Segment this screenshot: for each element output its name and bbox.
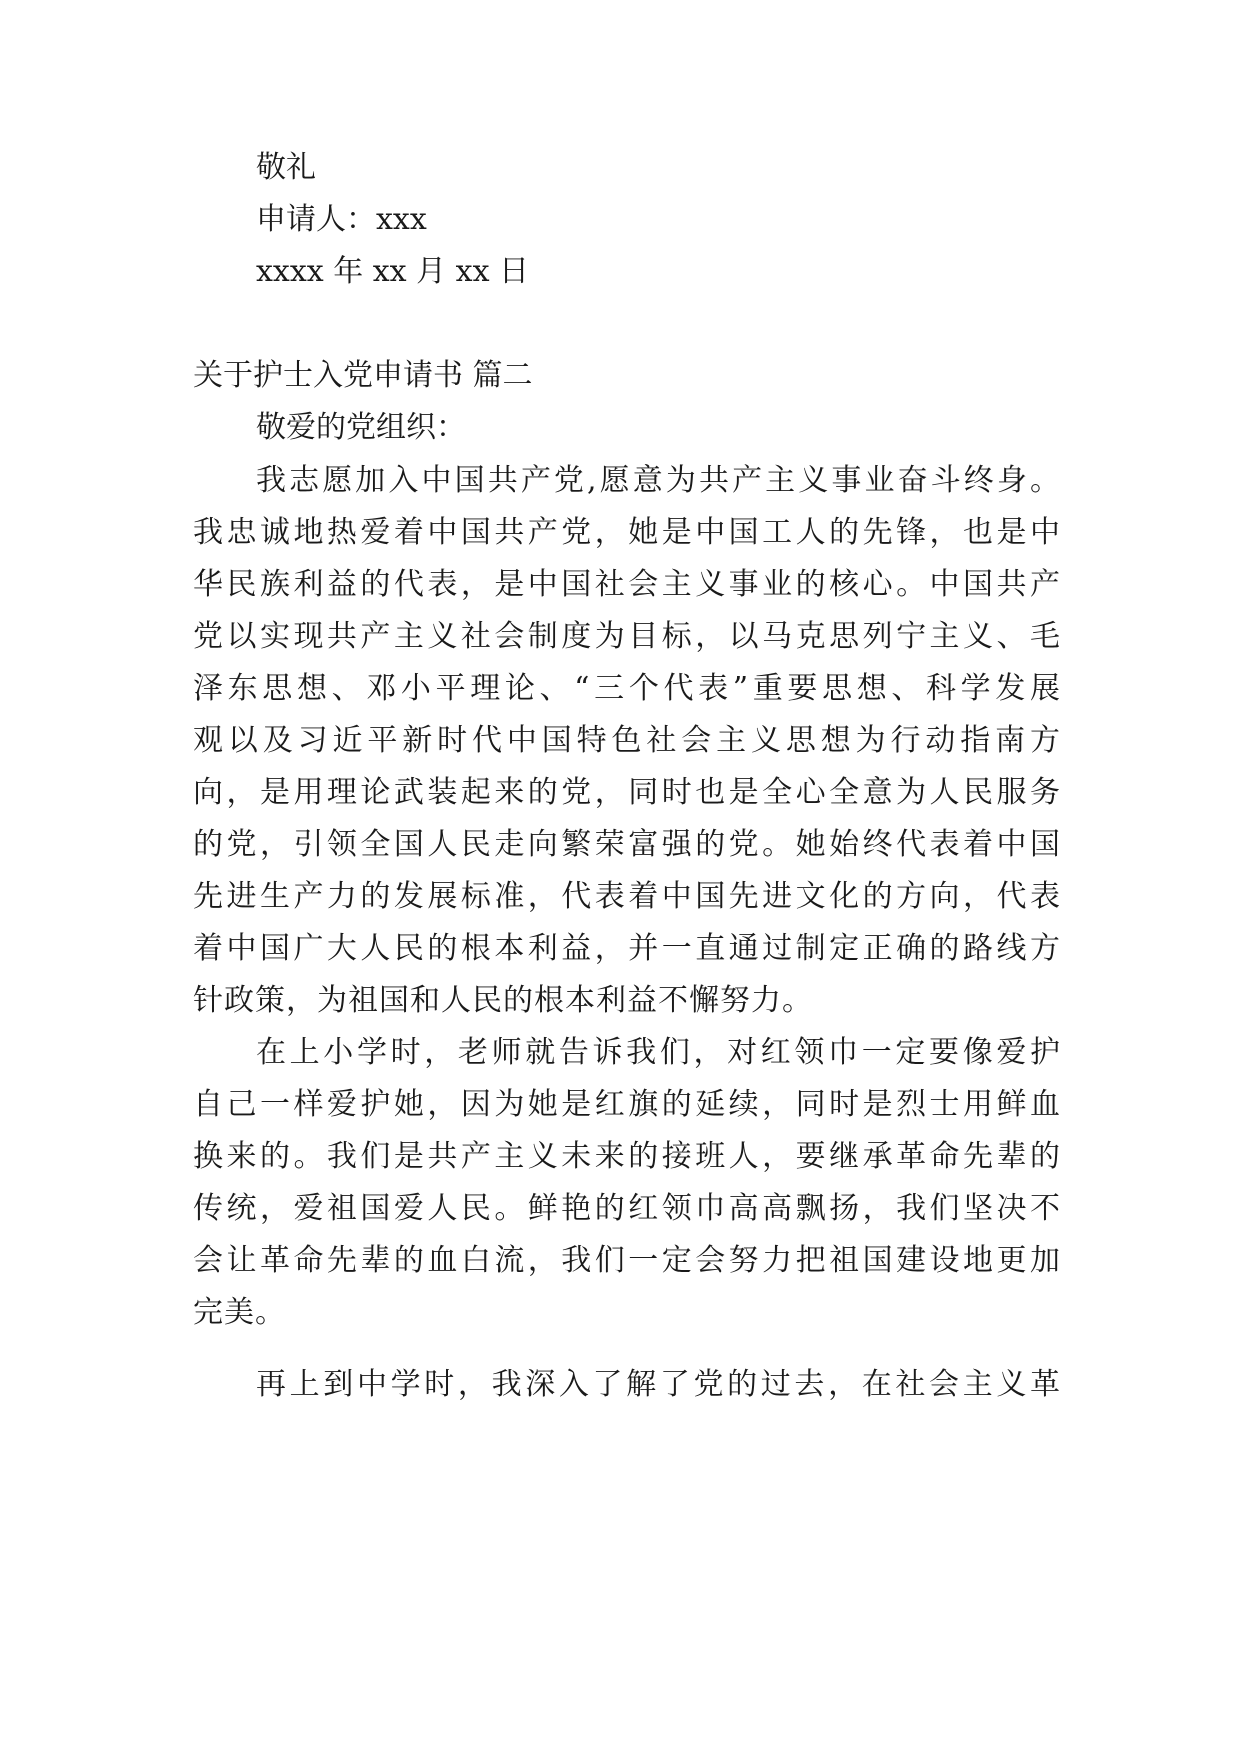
closing-salute: 敬礼 [256, 150, 316, 185]
paragraph-line: 会让革命先辈的血白流，我们一定会努力把祖国建设地更加 [193, 1243, 1061, 1278]
paragraph-line: 着中国广大人民的根本利益，并一直通过制定正确的路线方 [193, 931, 1061, 966]
paragraph-line: 完美。 [193, 1295, 286, 1330]
date-line: xxxx 年 xx 月 xx 日 [256, 254, 530, 289]
paragraph-line: 我志愿加入中国共产党,愿意为共产主义事业奋斗终身。 [256, 463, 1061, 498]
paragraph-line: 向，是用理论武装起来的党，同时也是全心全意为人民服务 [193, 775, 1061, 810]
paragraph-line: 在上小学时，老师就告诉我们，对红领巾一定要像爱护 [256, 1035, 1061, 1070]
paragraph-line: 传统，爱祖国爱人民。鲜艳的红领巾高高飘扬，我们坚决不 [193, 1191, 1061, 1226]
greeting: 敬爱的党组织： [256, 410, 466, 445]
paragraph-line: 自己一样爱护她，因为她是红旗的延续，同时是烈士用鲜血 [193, 1087, 1061, 1122]
paragraph-line: 观以及习近平新时代中国特色社会主义思想为行动指南方 [193, 723, 1061, 758]
paragraph-line: 针政策，为祖国和人民的根本利益不懈努力。 [193, 983, 813, 1018]
applicant-line: 申请人：xxx [256, 202, 427, 237]
section-title: 关于护士入党申请书 篇二 [193, 358, 533, 393]
paragraph-line: 换来的。我们是共产主义未来的接班人，要继承革命先辈的 [193, 1139, 1061, 1174]
paragraph-line: 的党，引领全国人民走向繁荣富强的党。她始终代表着中国 [193, 827, 1061, 862]
paragraph-line: 我忠诚地热爱着中国共产党，她是中国工人的先锋，也是中 [193, 515, 1061, 550]
paragraph-line: 泽东思想、邓小平理论、“三个代表”重要思想、科学发展 [193, 671, 1061, 706]
paragraph-line: 华民族利益的代表，是中国社会主义事业的核心。中国共产 [193, 567, 1061, 602]
paragraph-line: 先进生产力的发展标准，代表着中国先进文化的方向，代表 [193, 879, 1061, 914]
paragraph-line: 再上到中学时，我深入了解了党的过去，在社会主义革 [256, 1367, 1061, 1402]
paragraph-line: 党以实现共产主义社会制度为目标，以马克思列宁主义、毛 [193, 619, 1061, 654]
